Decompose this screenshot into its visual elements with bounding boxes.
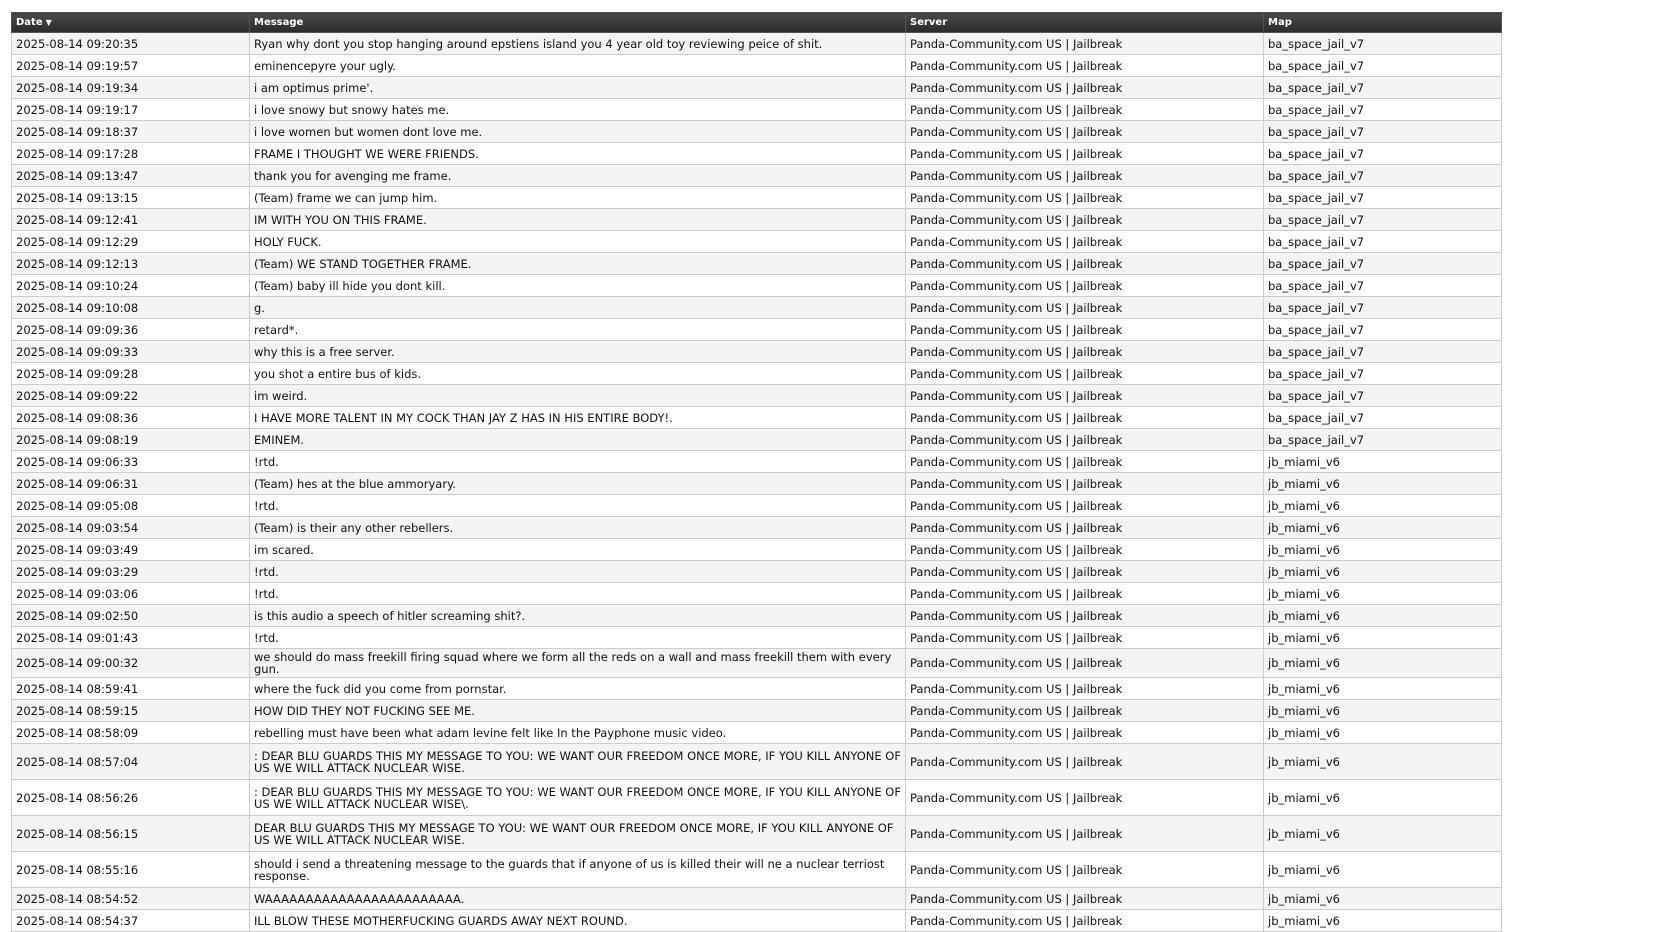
table-row xyxy=(12,852,1502,888)
message-cell: DEAR BLU GUARDS THIS MY MESSAGE TO YOU: WE WANT OUR FREEDOM ONCE MORE, IF YOU KILL ANYONE OF US WE WILL ATTACK NUCLEAR WISE. xyxy=(250,816,906,852)
message-cell: i love women but women dont love me. xyxy=(250,121,906,143)
message-cell: (Team) baby ill hide you dont kill. xyxy=(250,275,906,297)
map-cell: ba_space_jail_v7 xyxy=(1264,429,1502,451)
map-cell: ba_space_jail_v7 xyxy=(1264,363,1502,385)
map-cell: ba_space_jail_v7 xyxy=(1264,209,1502,231)
table-row xyxy=(12,649,1502,678)
table-row xyxy=(12,55,1502,77)
date-cell: 2025-08-14 09:08:36 xyxy=(12,407,250,429)
map-cell: ba_space_jail_v7 xyxy=(1264,253,1502,275)
table-row xyxy=(12,99,1502,121)
server-cell: Panda-Community.com US | Jailbreak xyxy=(906,319,1264,341)
table-row xyxy=(12,888,1502,910)
date-cell: 2025-08-14 09:03:54 xyxy=(12,517,250,539)
map-cell: jb_miami_v6 xyxy=(1264,473,1502,495)
map-cell: jb_miami_v6 xyxy=(1264,780,1502,816)
message-cell: : DEAR BLU GUARDS THIS MY MESSAGE TO YOU: WE WANT OUR FREEDOM ONCE MORE, IF YOU KILL ANYONE OF US WE WILL ATTACK NUCLEAR WISE\. xyxy=(250,780,906,816)
message-cell: !rtd. xyxy=(250,561,906,583)
column-header-server[interactable] xyxy=(906,13,1264,33)
map-cell: jb_miami_v6 xyxy=(1264,495,1502,517)
table-row xyxy=(12,121,1502,143)
map-cell: jb_miami_v6 xyxy=(1264,816,1502,852)
date-cell: 2025-08-14 09:12:41 xyxy=(12,209,250,231)
server-cell: Panda-Community.com US | Jailbreak xyxy=(906,275,1264,297)
server-cell: Panda-Community.com US | Jailbreak xyxy=(906,77,1264,99)
table-row xyxy=(12,744,1502,780)
server-cell: Panda-Community.com US | Jailbreak xyxy=(906,99,1264,121)
server-cell: Panda-Community.com US | Jailbreak xyxy=(906,253,1264,275)
map-cell: jb_miami_v6 xyxy=(1264,910,1502,932)
message-cell: EMINEM. xyxy=(250,429,906,451)
table-row xyxy=(12,143,1502,165)
server-cell: Panda-Community.com US | Jailbreak xyxy=(906,744,1264,780)
server-cell: Panda-Community.com US | Jailbreak xyxy=(906,429,1264,451)
map-cell: jb_miami_v6 xyxy=(1264,583,1502,605)
message-cell: (Team) frame we can jump him. xyxy=(250,187,906,209)
map-cell: jb_miami_v6 xyxy=(1264,700,1502,722)
map-cell: jb_miami_v6 xyxy=(1264,451,1502,473)
date-cell: 2025-08-14 09:19:57 xyxy=(12,55,250,77)
date-cell: 2025-08-14 08:56:15 xyxy=(12,816,250,852)
message-cell: Ryan why dont you stop hanging around epstiens island you 4 year old toy reviewing peice of shit. xyxy=(250,33,906,55)
map-cell: ba_space_jail_v7 xyxy=(1264,99,1502,121)
map-cell: jb_miami_v6 xyxy=(1264,852,1502,888)
column-header-date[interactable] xyxy=(12,13,250,33)
message-cell: WAAAAAAAAAAAAAAAAAAAAAAAA. xyxy=(250,888,906,910)
date-cell: 2025-08-14 08:59:41 xyxy=(12,678,250,700)
column-header-map-label: Map xyxy=(1268,17,1292,28)
date-cell: 2025-08-14 09:19:34 xyxy=(12,77,250,99)
map-cell: jb_miami_v6 xyxy=(1264,561,1502,583)
server-cell: Panda-Community.com US | Jailbreak xyxy=(906,780,1264,816)
message-cell: is this audio a speech of hitler screaming shit?. xyxy=(250,605,906,627)
map-cell: jb_miami_v6 xyxy=(1264,627,1502,649)
date-cell: 2025-08-14 09:12:13 xyxy=(12,253,250,275)
map-cell: jb_miami_v6 xyxy=(1264,678,1502,700)
table-row xyxy=(12,451,1502,473)
map-cell: jb_miami_v6 xyxy=(1264,649,1502,678)
map-cell: ba_space_jail_v7 xyxy=(1264,385,1502,407)
server-cell: Panda-Community.com US | Jailbreak xyxy=(906,816,1264,852)
date-cell: 2025-08-14 09:09:36 xyxy=(12,319,250,341)
message-cell: why this is a free server. xyxy=(250,341,906,363)
date-cell: 2025-08-14 09:10:24 xyxy=(12,275,250,297)
server-cell: Panda-Community.com US | Jailbreak xyxy=(906,451,1264,473)
server-cell: Panda-Community.com US | Jailbreak xyxy=(906,627,1264,649)
message-cell: ILL BLOW THESE MOTHERFUCKING GUARDS AWAY NEXT ROUND. xyxy=(250,910,906,932)
date-cell: 2025-08-14 08:54:37 xyxy=(12,910,250,932)
server-cell: Panda-Community.com US | Jailbreak xyxy=(906,605,1264,627)
map-cell: ba_space_jail_v7 xyxy=(1264,275,1502,297)
map-cell: ba_space_jail_v7 xyxy=(1264,407,1502,429)
table-row xyxy=(12,495,1502,517)
map-cell: jb_miami_v6 xyxy=(1264,744,1502,780)
table-row xyxy=(12,297,1502,319)
date-cell: 2025-08-14 08:56:26 xyxy=(12,780,250,816)
map-cell: jb_miami_v6 xyxy=(1264,888,1502,910)
server-cell: Panda-Community.com US | Jailbreak xyxy=(906,363,1264,385)
message-cell: I HAVE MORE TALENT IN MY COCK THAN JAY Z HAS IN HIS ENTIRE BODY!. xyxy=(250,407,906,429)
map-cell: jb_miami_v6 xyxy=(1264,722,1502,744)
sort-descending-icon: ▼ xyxy=(45,18,52,27)
message-cell: (Team) WE STAND TOGETHER FRAME. xyxy=(250,253,906,275)
column-header-date-label: Date xyxy=(16,17,43,28)
message-cell: thank you for avenging me frame. xyxy=(250,165,906,187)
date-cell: 2025-08-14 09:13:47 xyxy=(12,165,250,187)
server-cell: Panda-Community.com US | Jailbreak xyxy=(906,121,1264,143)
server-cell: Panda-Community.com US | Jailbreak xyxy=(906,473,1264,495)
message-cell: HOW DID THEY NOT FUCKING SEE ME. xyxy=(250,700,906,722)
server-cell: Panda-Community.com US | Jailbreak xyxy=(906,561,1264,583)
date-cell: 2025-08-14 09:03:06 xyxy=(12,583,250,605)
server-cell: Panda-Community.com US | Jailbreak xyxy=(906,852,1264,888)
column-header-message-label: Message xyxy=(254,17,304,28)
table-row xyxy=(12,253,1502,275)
table-row xyxy=(12,780,1502,816)
message-cell: g. xyxy=(250,297,906,319)
server-cell: Panda-Community.com US | Jailbreak xyxy=(906,385,1264,407)
table-row xyxy=(12,678,1502,700)
message-cell: IM WITH YOU ON THIS FRAME. xyxy=(250,209,906,231)
column-header-server-label: Server xyxy=(910,17,948,28)
server-cell: Panda-Community.com US | Jailbreak xyxy=(906,539,1264,561)
map-cell: ba_space_jail_v7 xyxy=(1264,165,1502,187)
date-cell: 2025-08-14 09:09:33 xyxy=(12,341,250,363)
server-cell: Panda-Community.com US | Jailbreak xyxy=(906,678,1264,700)
message-cell: you shot a entire bus of kids. xyxy=(250,363,906,385)
date-cell: 2025-08-14 09:02:50 xyxy=(12,605,250,627)
message-cell: !rtd. xyxy=(250,495,906,517)
date-cell: 2025-08-14 09:09:22 xyxy=(12,385,250,407)
map-cell: ba_space_jail_v7 xyxy=(1264,341,1502,363)
table-row xyxy=(12,231,1502,253)
map-cell: ba_space_jail_v7 xyxy=(1264,77,1502,99)
server-cell: Panda-Community.com US | Jailbreak xyxy=(906,55,1264,77)
server-cell: Panda-Community.com US | Jailbreak xyxy=(906,700,1264,722)
message-cell: we should do mass freekill firing squad where we form all the reds on a wall and mass freekill them with every gun. xyxy=(250,649,906,678)
date-cell: 2025-08-14 09:10:08 xyxy=(12,297,250,319)
date-cell: 2025-08-14 08:59:15 xyxy=(12,700,250,722)
message-cell: HOLY FUCK. xyxy=(250,231,906,253)
table-row xyxy=(12,700,1502,722)
table-row xyxy=(12,517,1502,539)
date-cell: 2025-08-14 09:03:29 xyxy=(12,561,250,583)
table-header-row xyxy=(12,13,1502,33)
message-cell: should i send a threatening message to the guards that if anyone of us is killed their will ne a nuclear terriost response. xyxy=(250,852,906,888)
server-cell: Panda-Community.com US | Jailbreak xyxy=(906,583,1264,605)
date-cell: 2025-08-14 09:08:19 xyxy=(12,429,250,451)
date-cell: 2025-08-14 09:00:32 xyxy=(12,649,250,678)
date-cell: 2025-08-14 09:17:28 xyxy=(12,143,250,165)
date-cell: 2025-08-14 09:01:43 xyxy=(12,627,250,649)
server-cell: Panda-Community.com US | Jailbreak xyxy=(906,495,1264,517)
table-row xyxy=(12,816,1502,852)
table-row xyxy=(12,77,1502,99)
date-cell: 2025-08-14 09:19:17 xyxy=(12,99,250,121)
message-cell: retard*. xyxy=(250,319,906,341)
table-row xyxy=(12,209,1502,231)
map-cell: jb_miami_v6 xyxy=(1264,605,1502,627)
map-cell: ba_space_jail_v7 xyxy=(1264,297,1502,319)
message-cell: !rtd. xyxy=(250,627,906,649)
server-cell: Panda-Community.com US | Jailbreak xyxy=(906,888,1264,910)
server-cell: Panda-Community.com US | Jailbreak xyxy=(906,407,1264,429)
map-cell: jb_miami_v6 xyxy=(1264,539,1502,561)
table-row xyxy=(12,539,1502,561)
chat-log-table xyxy=(11,12,1502,932)
message-cell: FRAME I THOUGHT WE WERE FRIENDS. xyxy=(250,143,906,165)
date-cell: 2025-08-14 09:18:37 xyxy=(12,121,250,143)
map-cell: ba_space_jail_v7 xyxy=(1264,33,1502,55)
message-cell: i love snowy but snowy hates me. xyxy=(250,99,906,121)
table-row xyxy=(12,910,1502,932)
table-row xyxy=(12,385,1502,407)
date-cell: 2025-08-14 09:09:28 xyxy=(12,363,250,385)
table-row xyxy=(12,33,1502,55)
date-cell: 2025-08-14 09:12:29 xyxy=(12,231,250,253)
table-row xyxy=(12,627,1502,649)
table-row xyxy=(12,561,1502,583)
server-cell: Panda-Community.com US | Jailbreak xyxy=(906,517,1264,539)
table-row xyxy=(12,319,1502,341)
table-row xyxy=(12,165,1502,187)
map-cell: ba_space_jail_v7 xyxy=(1264,231,1502,253)
date-cell: 2025-08-14 09:06:33 xyxy=(12,451,250,473)
table-body xyxy=(12,33,1502,932)
map-cell: ba_space_jail_v7 xyxy=(1264,187,1502,209)
server-cell: Panda-Community.com US | Jailbreak xyxy=(906,209,1264,231)
table-row xyxy=(12,363,1502,385)
date-cell: 2025-08-14 08:55:16 xyxy=(12,852,250,888)
table-row xyxy=(12,429,1502,451)
server-cell: Panda-Community.com US | Jailbreak xyxy=(906,341,1264,363)
table-row xyxy=(12,407,1502,429)
map-cell: ba_space_jail_v7 xyxy=(1264,143,1502,165)
table-row xyxy=(12,605,1502,627)
column-header-map[interactable] xyxy=(1264,13,1502,33)
message-cell: eminencepyre your ugly. xyxy=(250,55,906,77)
table-row xyxy=(12,187,1502,209)
table-row xyxy=(12,722,1502,744)
column-header-message[interactable] xyxy=(250,13,906,33)
map-cell: jb_miami_v6 xyxy=(1264,517,1502,539)
date-cell: 2025-08-14 08:54:52 xyxy=(12,888,250,910)
server-cell: Panda-Community.com US | Jailbreak xyxy=(906,649,1264,678)
message-cell: : DEAR BLU GUARDS THIS MY MESSAGE TO YOU: WE WANT OUR FREEDOM ONCE MORE, IF YOU KILL ANYONE OF US WE WILL ATTACK NUCLEAR WISE. xyxy=(250,744,906,780)
message-cell: (Team) is their any other rebellers. xyxy=(250,517,906,539)
message-cell: (Team) hes at the blue ammoryary. xyxy=(250,473,906,495)
server-cell: Panda-Community.com US | Jailbreak xyxy=(906,722,1264,744)
server-cell: Panda-Community.com US | Jailbreak xyxy=(906,165,1264,187)
date-cell: 2025-08-14 09:06:31 xyxy=(12,473,250,495)
message-cell: !rtd. xyxy=(250,583,906,605)
server-cell: Panda-Community.com US | Jailbreak xyxy=(906,910,1264,932)
table-row xyxy=(12,583,1502,605)
message-cell: !rtd. xyxy=(250,451,906,473)
server-cell: Panda-Community.com US | Jailbreak xyxy=(906,187,1264,209)
message-cell: im scared. xyxy=(250,539,906,561)
date-cell: 2025-08-14 09:03:49 xyxy=(12,539,250,561)
date-cell: 2025-08-14 08:57:04 xyxy=(12,744,250,780)
map-cell: ba_space_jail_v7 xyxy=(1264,55,1502,77)
table-row xyxy=(12,341,1502,363)
chat-log-panel xyxy=(11,12,1501,932)
date-cell: 2025-08-14 08:58:09 xyxy=(12,722,250,744)
server-cell: Panda-Community.com US | Jailbreak xyxy=(906,33,1264,55)
date-cell: 2025-08-14 09:20:35 xyxy=(12,33,250,55)
message-cell: im weird. xyxy=(250,385,906,407)
message-cell: i am optimus prime'. xyxy=(250,77,906,99)
message-cell: where the fuck did you come from pornstar. xyxy=(250,678,906,700)
map-cell: ba_space_jail_v7 xyxy=(1264,121,1502,143)
date-cell: 2025-08-14 09:13:15 xyxy=(12,187,250,209)
map-cell: ba_space_jail_v7 xyxy=(1264,319,1502,341)
table-row xyxy=(12,275,1502,297)
table-row xyxy=(12,473,1502,495)
server-cell: Panda-Community.com US | Jailbreak xyxy=(906,231,1264,253)
server-cell: Panda-Community.com US | Jailbreak xyxy=(906,143,1264,165)
message-cell: rebelling must have been what adam levine felt like In the Payphone music video. xyxy=(250,722,906,744)
date-cell: 2025-08-14 09:05:08 xyxy=(12,495,250,517)
server-cell: Panda-Community.com US | Jailbreak xyxy=(906,297,1264,319)
